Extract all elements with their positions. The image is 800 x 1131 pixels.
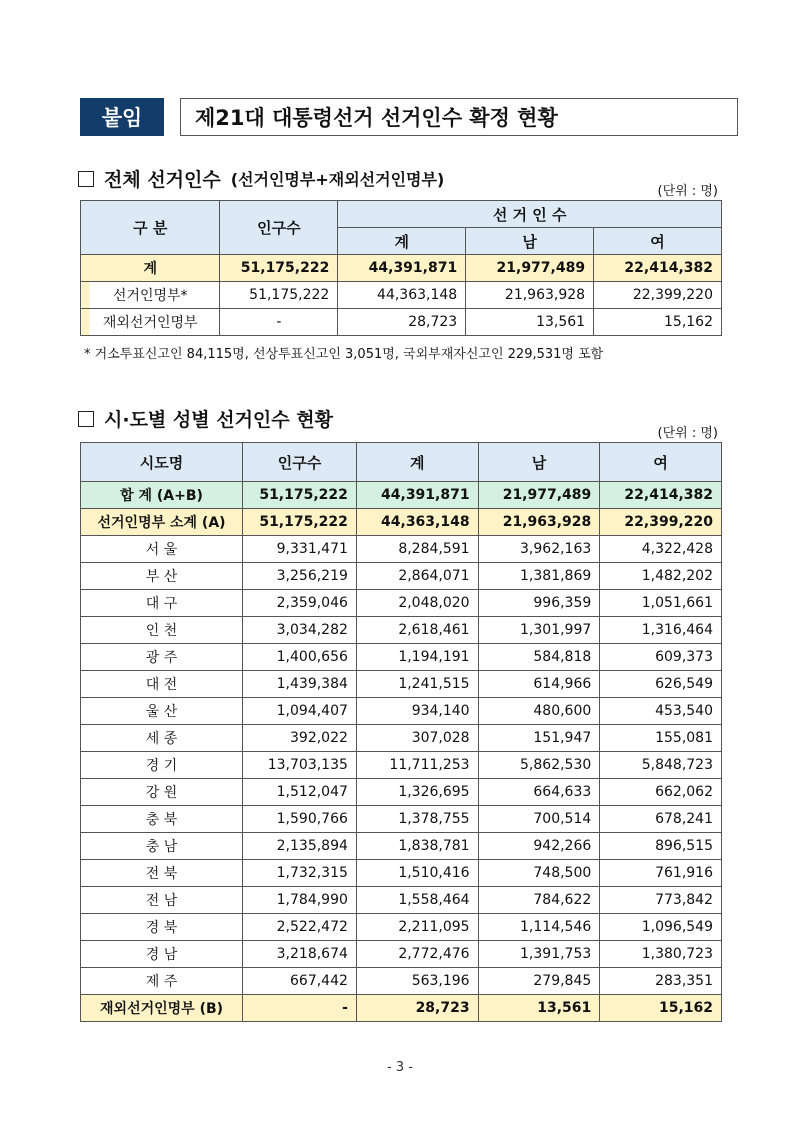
- table-row-grand-total: 합 계 (A+B) 51,175,222 44,391,871 21,977,489 22,414,382: [81, 482, 722, 509]
- header-male: 남: [478, 443, 600, 482]
- table-row: 경 기 13,703,135 11,711,253 5,862,530 5,848,723: [81, 752, 722, 779]
- header-male: 남: [466, 228, 594, 255]
- header-population: 인구수: [220, 201, 338, 255]
- table-row: 인 천 3,034,282 2,618,461 1,301,997 1,316,464: [81, 617, 722, 644]
- header-region: 시도명: [81, 443, 243, 482]
- section2-unit: (단위 : 명): [657, 426, 718, 441]
- regional-voters-table: [80, 442, 722, 1022]
- header-category: 구 분: [81, 201, 220, 255]
- total-voters-table: [80, 200, 722, 336]
- header-female: 여: [594, 228, 722, 255]
- table-row: 경 남 3,218,674 2,772,476 1,391,753 1,380,723: [81, 941, 722, 968]
- section1-heading: [78, 165, 444, 192]
- table-row: 세 종 392,022 307,028 151,947 155,081: [81, 725, 722, 752]
- page-number: - 3 -: [387, 1060, 413, 1075]
- table-row-subtotal-b: 재외선거인명부 (B) - 28,723 13,561 15,162: [81, 995, 722, 1022]
- table-row: 강 원 1,512,047 1,326,695 664,633 662,062: [81, 779, 722, 806]
- page-title: 제21대 대통령선거 선거인수 확정 현황: [180, 98, 738, 136]
- section1-subtitle: (선거인명부+재외선거인명부): [230, 170, 445, 189]
- section2-title: 시·도별 성별 선거인수 현황: [104, 409, 333, 431]
- section1-title: 전체 선거인수: [104, 169, 221, 191]
- header-population: 인구수: [243, 443, 357, 482]
- table-row: 대 구 2,359,046 2,048,020 996,359 1,051,661: [81, 590, 722, 617]
- table-row: 전 남 1,784,990 1,558,464 784,622 773,842: [81, 887, 722, 914]
- table-row-total: 계 51,175,222 44,391,871 21,977,489 22,414,382: [81, 255, 722, 282]
- table-row-subtotal-a: 선거인명부 소계 (A) 51,175,222 44,363,148 21,963,928 22,399,220: [81, 509, 722, 536]
- table-row: 재외선거인명부 - 28,723 13,561 15,162: [81, 309, 722, 336]
- header-total: 계: [356, 443, 478, 482]
- table-row: 광 주 1,400,656 1,194,191 584,818 609,373: [81, 644, 722, 671]
- table-row: 충 남 2,135,894 1,838,781 942,266 896,515: [81, 833, 722, 860]
- checkbox-icon: [78, 411, 94, 427]
- table-row: 서 울 9,331,471 8,284,591 3,962,163 4,322,428: [81, 536, 722, 563]
- table-row: 선거인명부* 51,175,222 44,363,148 21,963,928 22,399,220: [81, 282, 722, 309]
- section2-heading: [78, 405, 333, 432]
- header-female: 여: [600, 443, 722, 482]
- document-header: [80, 98, 724, 136]
- table-row: 제 주 667,442 563,196 279,845 283,351: [81, 968, 722, 995]
- checkbox-icon: [78, 171, 94, 187]
- header-voters-group: 선 거 인 수: [338, 201, 722, 228]
- footnote: * 거소투표신고인 84,115명, 선상투표신고인 3,051명, 국외부재자신고인 229,531명 포함: [84, 347, 604, 362]
- table-row: 울 산 1,094,407 934,140 480,600 453,540: [81, 698, 722, 725]
- header-total: 계: [338, 228, 466, 255]
- table-row: 부 산 3,256,219 2,864,071 1,381,869 1,482,202: [81, 563, 722, 590]
- table-row: 충 북 1,590,766 1,378,755 700,514 678,241: [81, 806, 722, 833]
- table-row: 대 전 1,439,384 1,241,515 614,966 626,549: [81, 671, 722, 698]
- table-row: 경 북 2,522,472 2,211,095 1,114,546 1,096,549: [81, 914, 722, 941]
- table-row: 전 북 1,732,315 1,510,416 748,500 761,916: [81, 860, 722, 887]
- attachment-badge: 붙임: [80, 98, 164, 136]
- section1-unit: (단위 : 명): [657, 184, 718, 199]
